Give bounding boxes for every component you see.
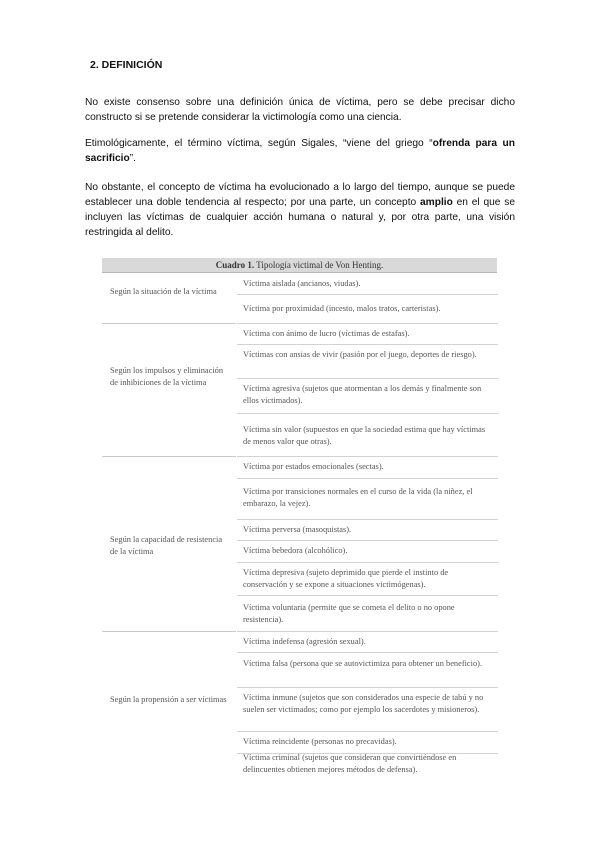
table-cell: Víctima indefensa (agresión sexual). — [243, 637, 366, 646]
category-cell — [102, 631, 236, 778]
paragraph-text: Etimológicamente, el término víctima, según Sigales, “viene del griego “ — [85, 138, 433, 149]
typology-table-image — [102, 258, 497, 778]
table-row — [237, 562, 498, 596]
table-cell: Víctima con ánimo de lucro (víctimas de estafas). — [243, 329, 410, 338]
table-row — [237, 753, 498, 778]
section-heading: 2. DEFINICIÓN — [90, 59, 163, 71]
table-row — [237, 344, 498, 379]
table-row — [237, 731, 498, 754]
category-label: Según los impulsos y eliminación de inhibiciones de la víctima — [110, 366, 224, 387]
table-cell: Víctima reincidente (personas no precavidas). — [243, 737, 397, 746]
table-row — [237, 378, 498, 414]
table-cell: Víctima sin valor (supuestos en que la sociedad estima que hay víctimas de menos valor que otras). — [243, 425, 486, 446]
category-label: Según la capacidad de resistencia de la víctima — [110, 535, 223, 556]
table-row — [237, 413, 498, 457]
table-row — [237, 478, 498, 520]
table-cell: Víctima por estados emocionales (sectas). — [243, 462, 384, 471]
paragraph-etymology — [85, 136, 515, 166]
table-row — [237, 595, 498, 632]
table-row — [237, 294, 498, 324]
table-row — [237, 540, 498, 563]
category-label: Según la situación de la víctima — [110, 287, 217, 296]
paragraph-evolution — [85, 180, 515, 240]
table-cell: Víctima aislada (ancianos, viudas). — [243, 279, 361, 288]
caption-title: Tipología victimal de Von Henting. — [254, 260, 384, 270]
paragraph-text: No existe consenso sobre una definición única de víctima, pero se debe precisar dicho constructo si se pretende considerar la victimología como una ciencia. — [85, 97, 515, 123]
table-cell: Víctima criminal (sujetos que consideran que convirtiéndose en delincuentes obtienen mejores métodos de defensa). — [243, 753, 457, 774]
table-cell: Víctima depresiva (sujeto deprimido que pierde el instinto de conservación y se expone a situaciones victimógenas). — [243, 568, 449, 589]
table-cell: Víctima perversa (masoquistas). — [243, 525, 352, 534]
category-cell — [102, 323, 236, 457]
category-cell — [102, 272, 236, 324]
emphasis-text: amplio — [420, 197, 453, 208]
table-cell: Víctima voluntaria (permite que se cometa el delito o no opone resistencia). — [243, 603, 455, 624]
paragraph-text: en el que se incluyen las víctimas de cualquier acción humana o natural y, por otra parte, una visión restringida al delito. — [85, 197, 516, 238]
table-cell: Víctima por proximidad (incesto, malos tratos, carteristas). — [243, 304, 441, 313]
category-label: Según la propensión a ser víctimas — [110, 695, 227, 704]
table-row — [237, 652, 498, 688]
table-row — [237, 631, 498, 653]
table-row — [237, 687, 498, 732]
paragraph-text: No obstante, el concepto de víctima ha evolucionado a lo largo del tiempo, aunque se puede establecer una doble tendencia al respecto; por una parte, un concepto — [85, 182, 515, 208]
table-cell: Víctima falsa (persona que se autovictimiza para obtener un beneficio). — [243, 659, 483, 668]
table-cell: Víctimas con ansias de vivir (pasión por el juego, deportes de riesgo). — [243, 350, 477, 359]
table-cell: Víctima bebedora (alcohólico). — [243, 546, 348, 555]
table-cell: Víctima por transiciones normales en el curso de la vida (la niñez, el embarazo, la vejez). — [243, 487, 473, 508]
table-row — [237, 519, 498, 541]
table-caption — [102, 258, 497, 273]
paragraph-text: ”. — [129, 153, 136, 164]
emphasis-text: ofrenda para un sacrificio — [85, 138, 516, 164]
table-cell: Víctima inmune (sujetos que son considerados una especie de tabú y no suelen ser victimados; como por ejemplo los sacerdotes y misioneros). — [243, 693, 484, 714]
category-cell — [102, 456, 236, 632]
paragraph-definition-consensus — [85, 95, 515, 125]
table-row — [237, 272, 498, 295]
table-row — [237, 456, 498, 479]
table-row — [237, 323, 498, 345]
table-cell: Víctima agresiva (sujetos que atormentan a los demás y finalmente son ellos victimados). — [243, 384, 482, 405]
caption-label: Cuadro 1. — [215, 260, 255, 270]
